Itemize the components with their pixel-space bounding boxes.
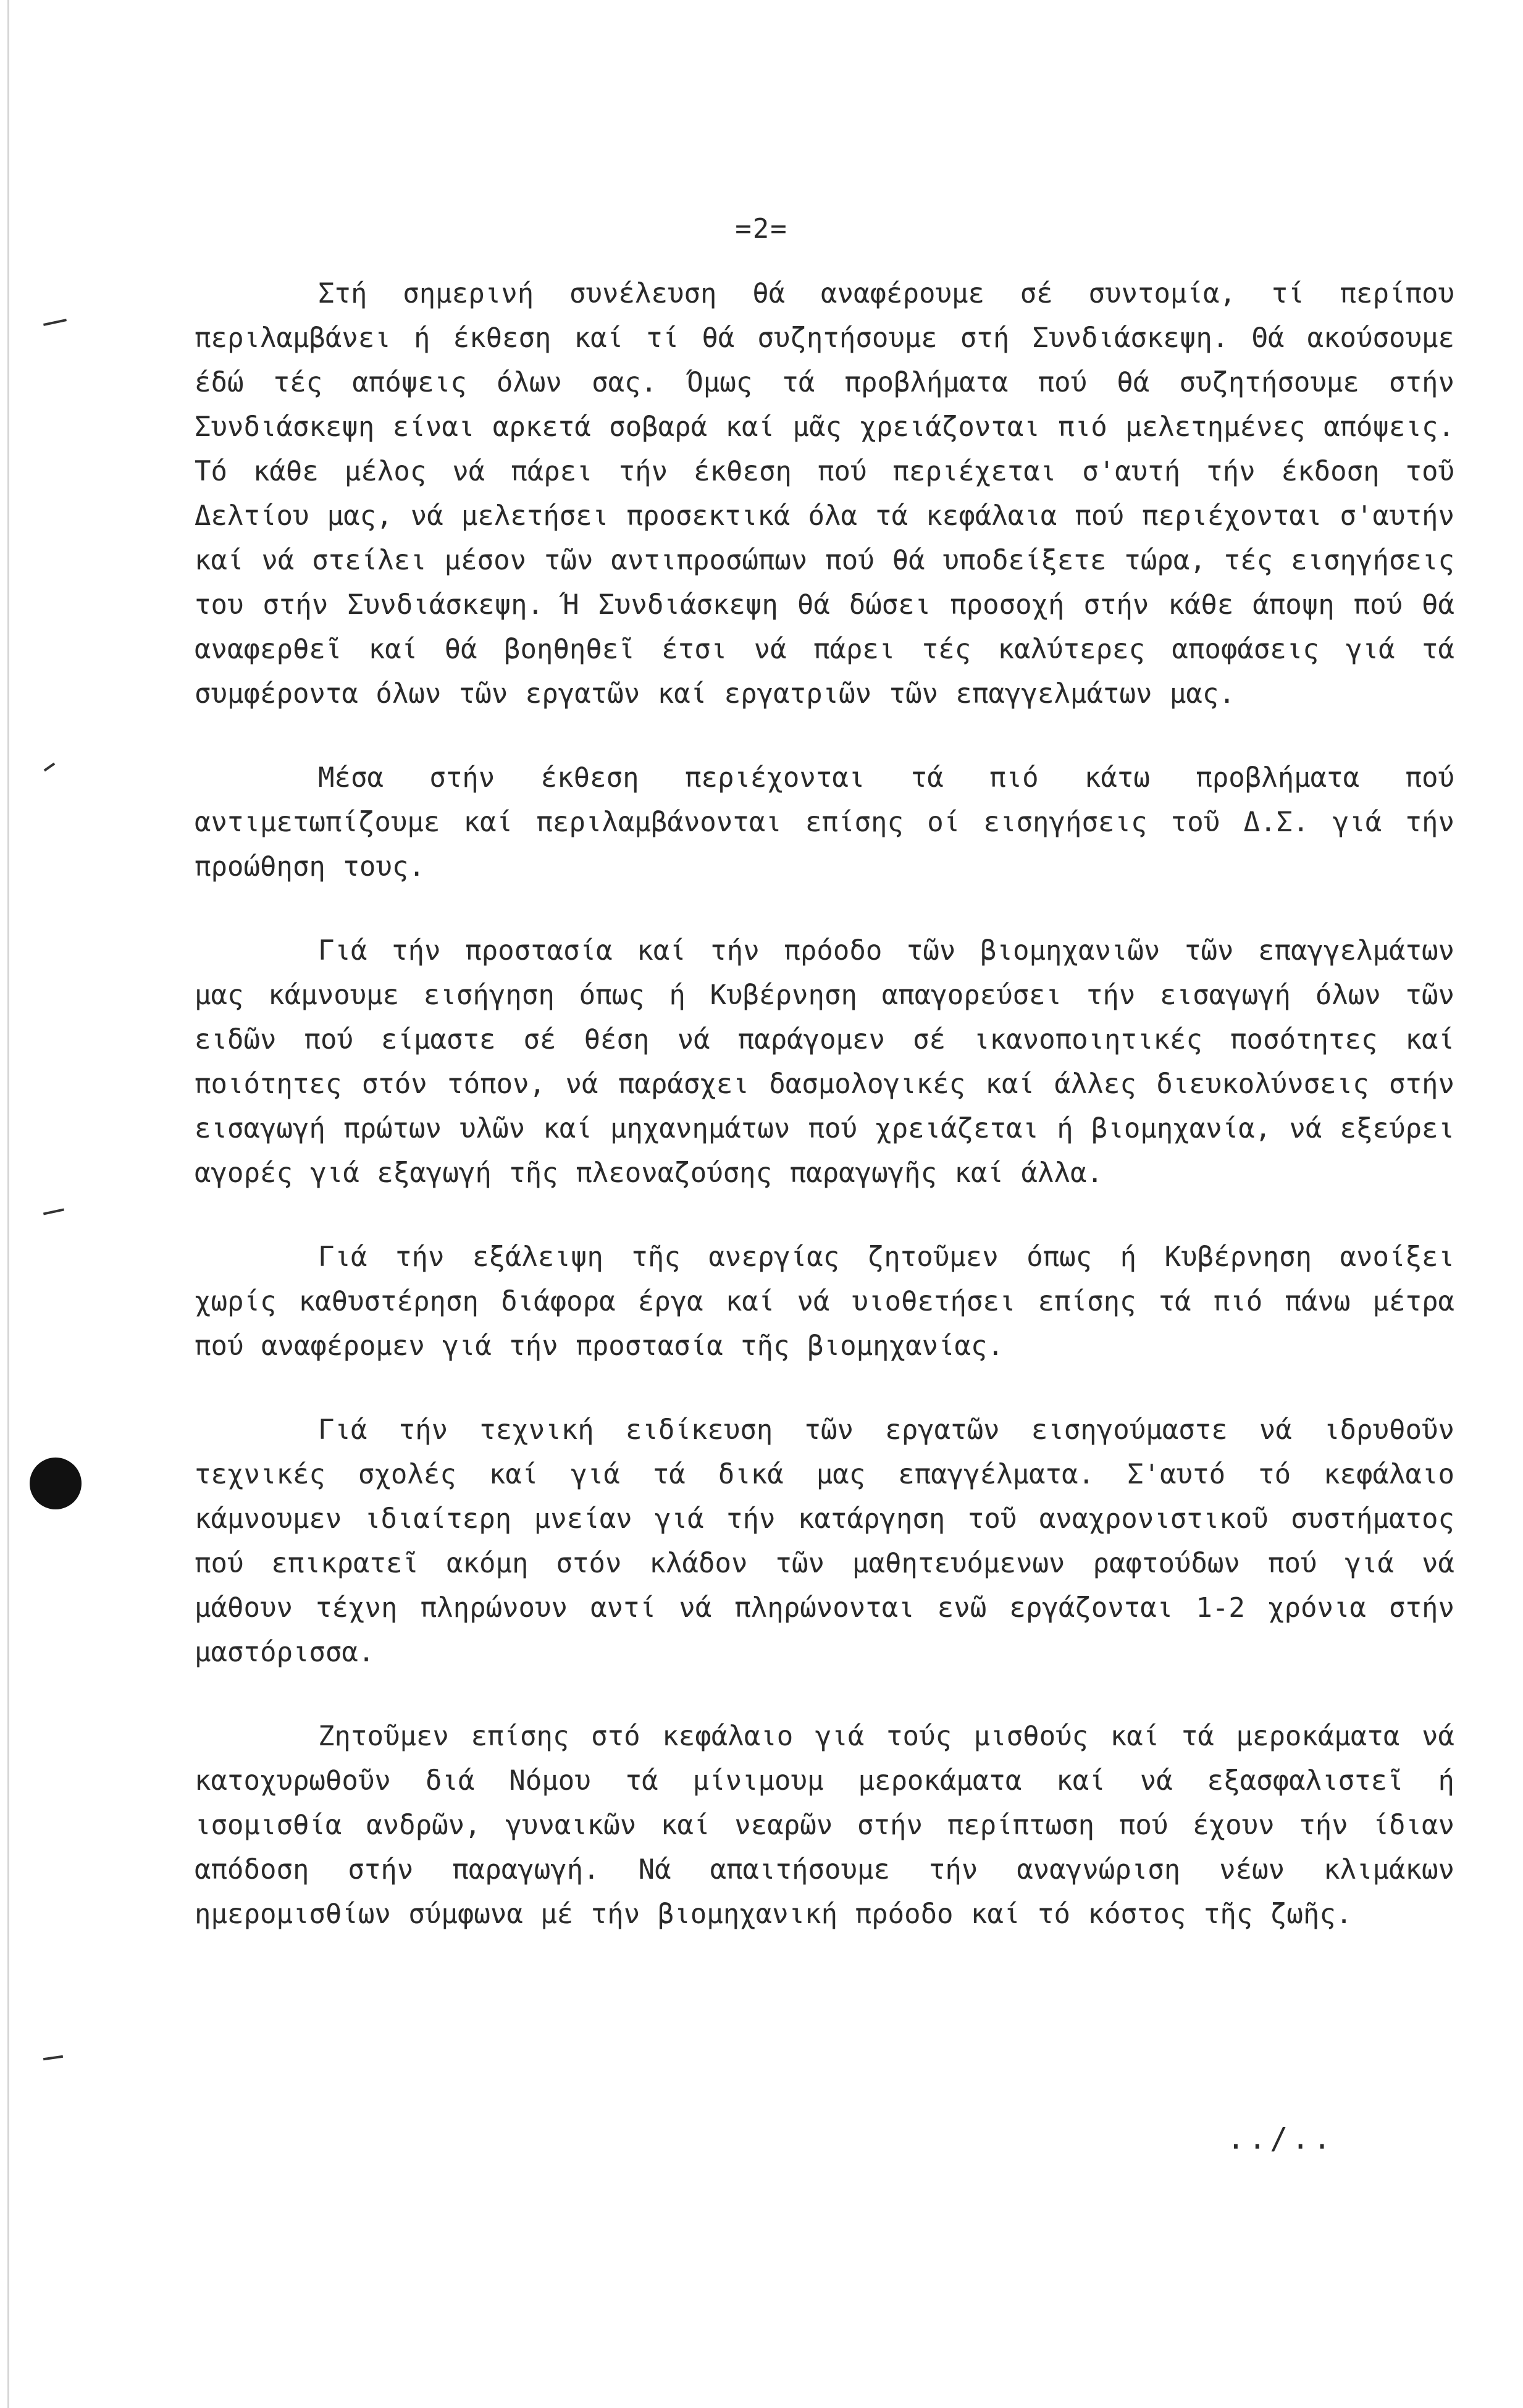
continuation-mark: ../.. xyxy=(1227,2121,1335,2156)
paragraph-technical-training: Γιά τήν τεχνική ειδίκευση τῶν εργατῶν εισηγούμαστε νά ιδρυθοῦν τεχνικές σχολές καί γιά τά δικά μας επαγγέλματα. Σ'αυτό τό κεφάλαιο κάμνουμεν ιδιαίτερη μνείαν γιά τήν κατάργηση τοῦ αναχρονιστικοῦ συστήματος πού επικρατεῖ ακόμη στόν κλάδον τῶν μαθητευόμενων ραφτούδων πού γιά νά μάθουν τέχνη πληρώνουν αντί νά πληρώνονται ενῶ εργάζονται 1-2 χρόνια στήν μαστόρισσα. xyxy=(195,1414,1454,1668)
margin-mark xyxy=(43,2055,63,2060)
document-body xyxy=(195,272,1454,1976)
margin-mark xyxy=(43,1209,64,1215)
paragraph-unemployment: Γιά τήν εξάλειψη τῆς ανεργίας ζητοῦμεν όπως ή Κυβέρνηση ανοίξει χωρίς καθυστέρηση διάφορα έργα καί νά υιοθετήσει επίσης τά πιό πάνω μέτρα πού αναφέρομεν γιά τήν προστασία τῆς βιομηχανίας. xyxy=(195,1241,1454,1362)
page-number: =2= xyxy=(735,213,788,245)
paragraph-industry-protection: Γιά τήν προστασία καί τήν πρόοδο τῶν βιομηχανιῶν τῶν επαγγελμάτων μας κάμνουμε εισήγηση όπως ή Κυβέρνηση απαγορεύσει τήν εισαγωγή όλων τῶν ειδῶν πού είμαστε σέ θέση νά παράγομεν σέ ικανοποιητικές ποσότητες καί ποιότητες στόν τόπον, νά παράσχει δασμολογικές καί άλλες διευκολύνσεις στήν εισαγωγή πρώτων υλῶν καί μηχανημάτων πού χρειάζεται ή βιομηχανία, νά εξεύρει αγορές γιά εξαγωγή τῆς πλεοναζούσης παραγωγῆς καί άλλα. xyxy=(195,935,1454,1189)
margin-mark xyxy=(43,319,67,326)
scan-left-edge xyxy=(7,0,9,2408)
paragraph-intro: Στή σημερινή συνέλευση θά αναφέρουμε σέ συντομία, τί περίπου περιλαμβάνει ή έκθεση καί τί θά συζητήσουμε στή Συνδιάσκεψη. Θά ακούσουμε έδώ τές απόψεις όλων σας. Όμως τά προβλήματα πού θά συζητήσουμε στήν Συνδιάσκεψη είναι αρκετά σοβαρά καί μᾶς χρειάζονται πιό μελετημένες απόψεις. Τό κάθε μέλος νά πάρει τήν έκθεση πού περιέχεται σ'αυτή τήν έκδοση τοῦ Δελτίου μας, νά μελετήσει προσεκτικά όλα τά κεφάλαια πού περιέχονται σ'αυτήν καί νά στείλει μέσον τῶν αντιπροσώπων πού θά υποδείξετε τώρα, τές εισηγήσεις του στήν Συνδιάσκεψη. Ή Συνδιάσκεψη θά δώσει προσοχή στήν κάθε άποψη πού θά αναφερθεῖ καί θά βοηθηθεῖ έτσι νά πάρει τές καλύτερες αποφάσεις γιά τά συμφέροντα όλων τῶν εργατῶν καί εργατριῶν τῶν επαγγελμάτων μας. xyxy=(195,278,1454,710)
punch-hole xyxy=(30,1458,82,1509)
margin-mark xyxy=(44,763,56,772)
paragraph-wages: Ζητοῦμεν επίσης στό κεφάλαιο γιά τούς μισθούς καί τά μεροκάματα νά κατοχυρωθοῦν διά Νόμου τά μίνιμουμ μεροκάματα καί νά εξασφαλιστεῖ ή ισομισθία ανδρῶν, γυναικῶν καί νεαρῶν στήν περίπτωση πού έχουν τήν ίδιαν απόδοση στήν παραγωγή. Νά απαιτήσουμε τήν αναγνώριση νέων κλιμάκων ημερομισθίων σύμφωνα μέ τήν βιομηχανική πρόοδο καί τό κόστος τῆς ζωῆς. xyxy=(195,1721,1454,1930)
paragraph-problems: Μέσα στήν έκθεση περιέχονται τά πιό κάτω προβλήματα πού αντιμετωπίζουμε καί περιλαμβάνονται επίσης οί εισηγήσεις τοῦ Δ.Σ. γιά τήν προώθηση τους. xyxy=(195,762,1454,883)
